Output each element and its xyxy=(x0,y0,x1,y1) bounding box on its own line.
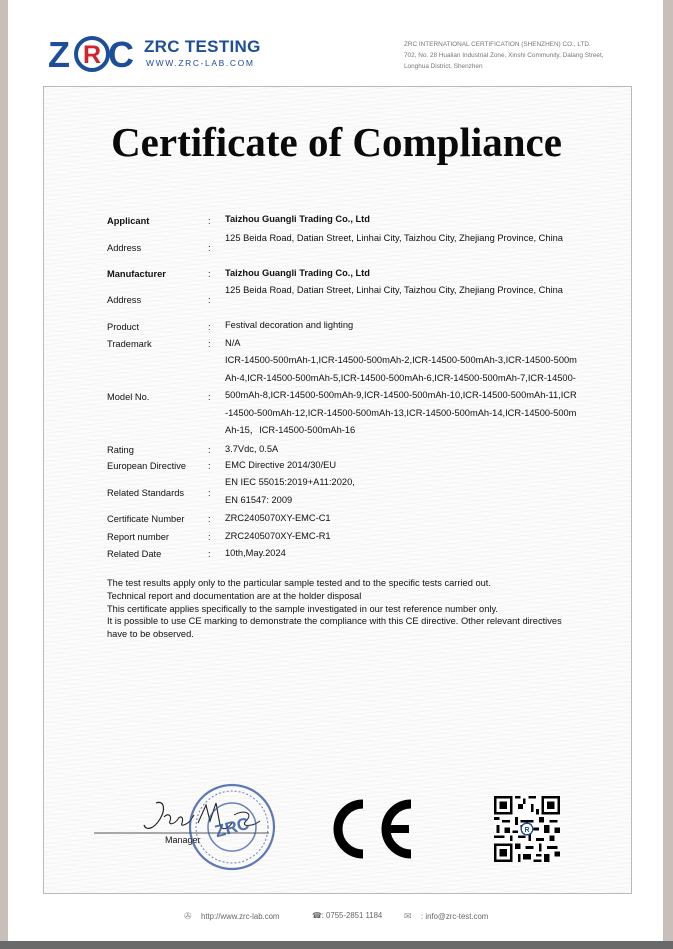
related-date-label: Related Date xyxy=(107,549,162,559)
rating-value: 3.7Vdc, 0.5A xyxy=(225,444,279,454)
trademark-label: Trademark xyxy=(107,339,152,349)
company-info xyxy=(404,39,630,72)
related-date-value: 10th,May.2024 xyxy=(225,548,286,558)
trademark-value: N/A xyxy=(225,338,241,348)
directive-value: EMC Directive 2014/30/EU xyxy=(225,460,337,470)
model-no-label: Model No. xyxy=(107,392,150,402)
note-line: It is possible to use CE marking to demonstrate the compliance with this CE directive. Other relevant directives have to be observed. xyxy=(107,616,562,640)
report-number-label: Report number xyxy=(107,532,170,542)
note-line: This certificate applies specifically to the sample investigated in our test reference number only. xyxy=(107,603,499,614)
colon: : xyxy=(208,322,211,332)
footer-website xyxy=(184,911,279,922)
colon: : xyxy=(208,339,211,349)
product-label: Product xyxy=(107,322,140,332)
manager-label: Manager xyxy=(165,835,201,845)
company-address: 702, No. 28 Hualian Industrial Zone, Xinshi Community, Dalang Street, Longhua District, Shenzhen xyxy=(404,52,604,70)
directive-label: European Directive xyxy=(107,461,187,471)
applicant-value: Taizhou Guangli Trading Co., Ltd xyxy=(225,214,370,224)
applicant-label: Applicant xyxy=(107,216,150,226)
certificate-title: Certificate of Compliance xyxy=(111,119,562,165)
company-name: ZRC INTERNATIONAL CERTIFICATION (SHENZHEN) CO., LTD. xyxy=(404,41,591,48)
rating-label: Rating xyxy=(107,445,134,455)
note-line: The test results apply only to the particular sample tested and to the specific tests carried out. xyxy=(107,578,491,588)
brand-url: WWW.ZRC-LAB.COM xyxy=(146,58,255,68)
svg-text:Z: Z xyxy=(48,34,70,74)
colon: : xyxy=(208,269,211,279)
email-link[interactable]: : info@zrc-test.com xyxy=(421,912,489,921)
model-no-value: ICR-14500-500mAh-1,ICR-14500-500mAh-2,ICR-14500-500mAh-3,ICR-14500-500mAh-4,ICR-14500-500mAh-5,ICR-14500-500mAh-6,ICR-14500-500mAh-7,ICR-14500-500mAh-8,ICR-14500-500mAh-9,ICR-14500-500mAh-10,ICR-14500-500mAh-11,ICR-14500-500mAh-12,ICR-14500-500mAh-13,ICR-14500-500mAh-14,ICR-14500-500mAh-15，ICR-14500-500mAh-16 xyxy=(225,355,577,435)
colon: : xyxy=(208,488,211,498)
manufacturer-value: Taizhou Guangli Trading Co., Ltd xyxy=(225,268,370,278)
colon: : xyxy=(208,461,211,471)
standards-line1: EN IEC 55015:2019+A11:2020, xyxy=(225,477,355,487)
manufacturer-label: Manufacturer xyxy=(107,269,166,279)
zrc-logo xyxy=(48,34,136,74)
applicant-address-value: 125 Beida Road, Datian Street, Linhai City, Taizhou City, Zhejiang Province, China xyxy=(225,233,563,243)
svg-text:R: R xyxy=(524,826,530,834)
colon: : xyxy=(208,295,211,305)
compliance-notes xyxy=(107,577,577,641)
colon: : xyxy=(208,532,211,542)
svg-text:R: R xyxy=(83,41,102,69)
colon: : xyxy=(208,243,211,253)
standards-line2: EN 61547: 2009 xyxy=(225,495,293,505)
note-line: Technical report and documentation are at the holder disposal xyxy=(107,590,362,601)
globe-icon: ✇ xyxy=(184,911,192,921)
colon: : xyxy=(208,445,211,455)
colon: : xyxy=(208,216,211,226)
website-link[interactable]: http://www.zrc-lab.com xyxy=(201,912,280,921)
footer-phone xyxy=(312,911,382,920)
applicant-address-label: Address xyxy=(107,243,142,253)
mail-icon: ✉ xyxy=(404,911,412,921)
colon: : xyxy=(208,392,211,402)
svg-text:C: C xyxy=(108,34,134,74)
manufacturer-address-label: Address xyxy=(107,295,142,305)
manufacturer-address-value: 125 Beida Road, Datian Street, Linhai City, Taizhou City, Zhejiang Province, China xyxy=(225,285,563,295)
ce-mark xyxy=(327,798,415,860)
product-value: Festival decoration and lighting xyxy=(225,320,354,330)
brand-name: ZRC TESTING xyxy=(144,37,261,56)
certificate-number-label: Certificate Number xyxy=(107,514,185,524)
phone-text: ☎: 0755-2851 1184 xyxy=(312,911,383,920)
footer-email xyxy=(404,911,488,922)
standards-label: Related Standards xyxy=(107,488,185,498)
colon: : xyxy=(208,514,211,524)
svg-text:ZRC: ZRC xyxy=(212,813,252,842)
report-number-value: ZRC2405070XY-EMC-R1 xyxy=(225,531,331,541)
qr-code xyxy=(494,796,560,862)
zrc-stamp xyxy=(187,782,277,872)
colon: : xyxy=(208,549,211,559)
background-edge-bottom xyxy=(0,941,673,949)
certificate-number-value: ZRC2405070XY-EMC-C1 xyxy=(225,513,331,523)
